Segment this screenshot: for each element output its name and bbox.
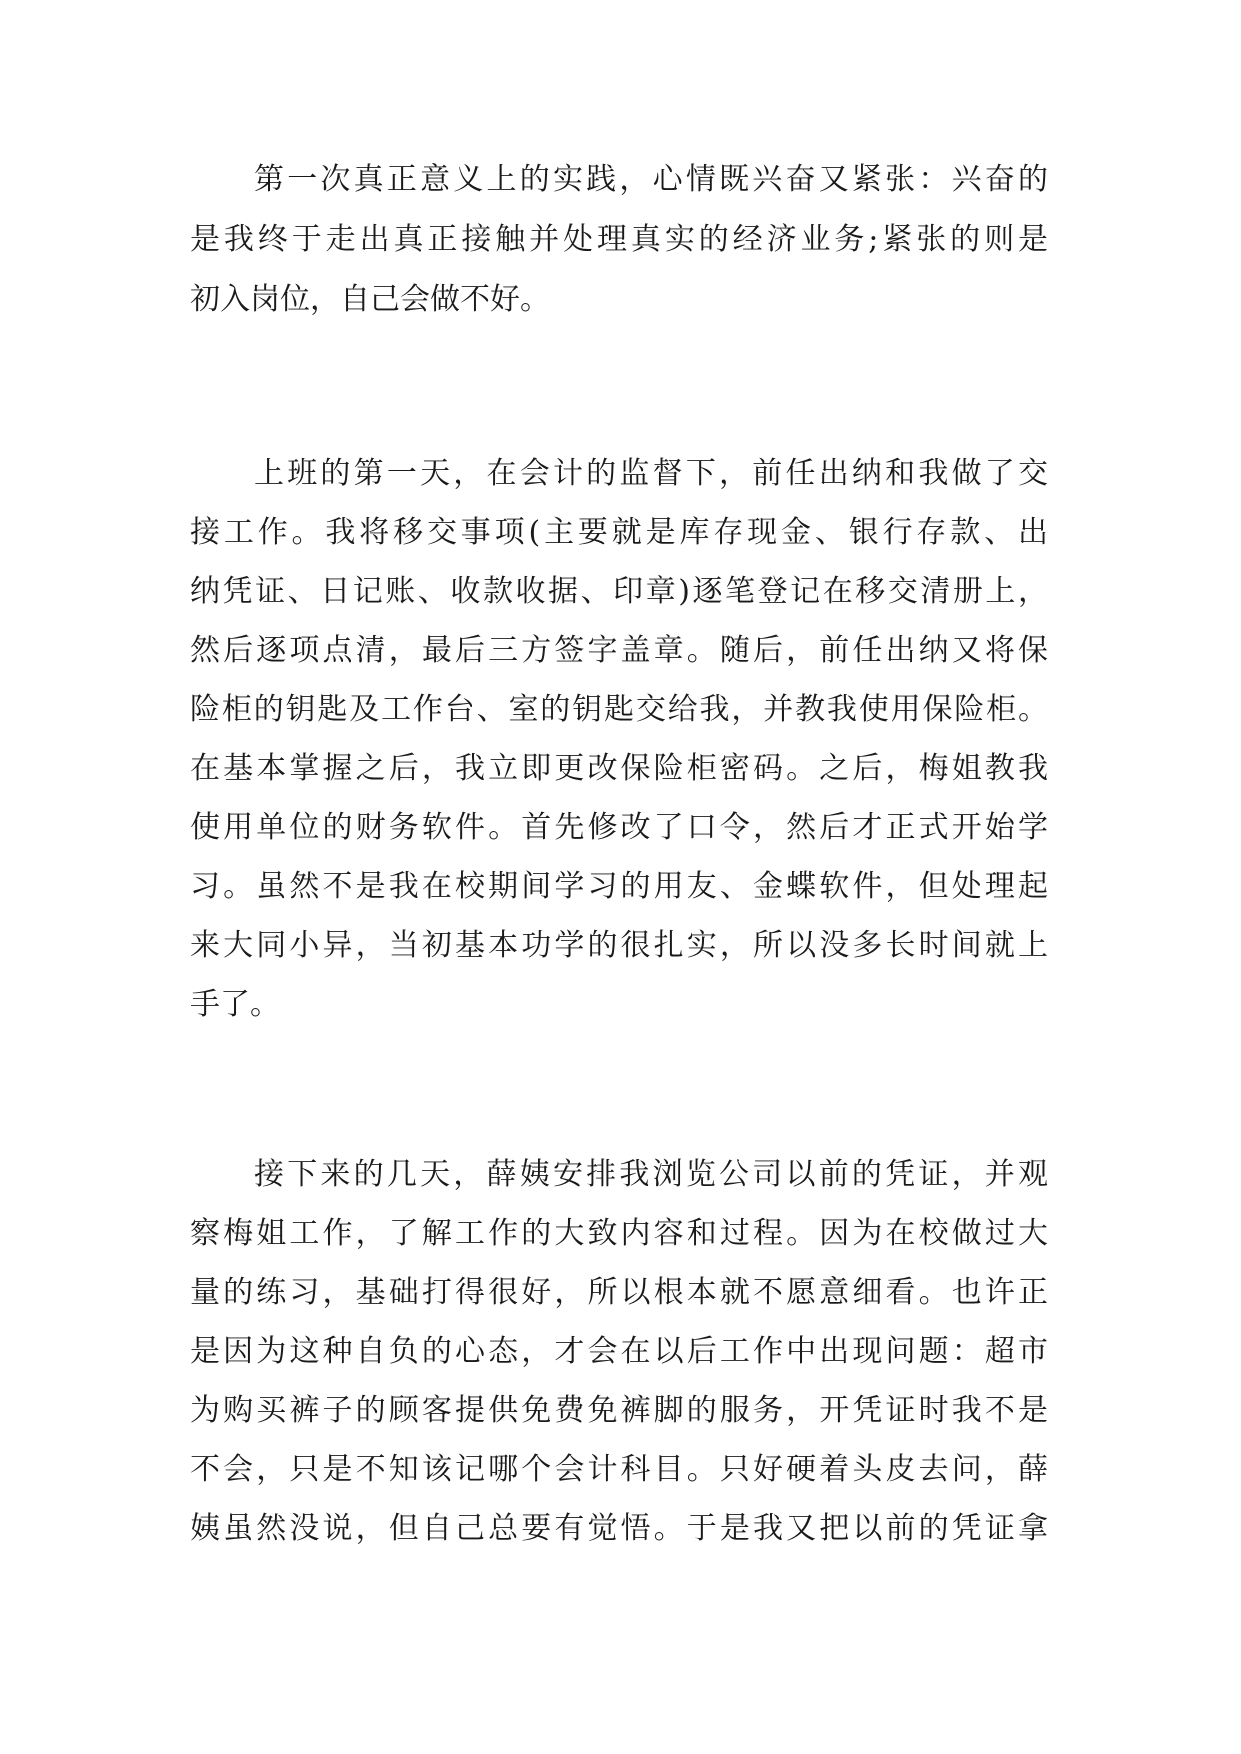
paragraph-line: 姨虽然没说，但自己总要有觉悟。于是我又把以前的凭证拿: [190, 1511, 1048, 1546]
paragraph-line: 险柜的钥匙及工作台、室的钥匙交给我，并教我使用保险柜。: [190, 692, 1048, 727]
paragraph-line: 使用单位的财务软件。首先修改了口令，然后才正式开始学: [190, 810, 1048, 845]
paragraph-line: 量的练习，基础打得很好，所以根本就不愿意细看。也许正: [190, 1275, 1048, 1310]
paragraph-line: 然后逐项点清，最后三方签字盖章。随后，前任出纳又将保: [190, 633, 1048, 668]
paragraph-line: 手了。: [190, 987, 280, 1022]
paragraph-line: 是因为这种自负的心态，才会在以后工作中出现问题：超市: [190, 1334, 1048, 1369]
paragraph-line: 初入岗位，自己会做不好。: [190, 282, 550, 317]
paragraph-line: 接下来的几天，薛姨安排我浏览公司以前的凭证，并观: [254, 1157, 1048, 1192]
paragraph-line: 是我终于走出真正接触并处理真实的经济业务;紧张的则是: [190, 222, 1048, 257]
paragraph-line: 为购买裤子的顾客提供免费免裤脚的服务，开凭证时我不是: [190, 1393, 1048, 1428]
paragraph-line: 察梅姐工作，了解工作的大致内容和过程。因为在校做过大: [190, 1216, 1048, 1251]
paragraph-line: 接工作。我将移交事项(主要就是库存现金、银行存款、出: [190, 515, 1048, 550]
paragraph-line: 来大同小异，当初基本功学的很扎实，所以没多长时间就上: [190, 928, 1048, 963]
paragraph-line: 纳凭证、日记账、收款收据、印章)逐笔登记在移交清册上，: [190, 574, 1048, 609]
paragraph-line: 在基本掌握之后，我立即更改保险柜密码。之后，梅姐教我: [190, 751, 1048, 786]
paragraph-line: 习。虽然不是我在校期间学习的用友、金蝶软件，但处理起: [190, 869, 1048, 904]
paragraph-line: 不会，只是不知该记哪个会计科目。只好硬着头皮去问，薛: [190, 1452, 1048, 1487]
paragraph-line: 上班的第一天，在会计的监督下，前任出纳和我做了交: [254, 456, 1048, 491]
paragraph-line: 第一次真正意义上的实践，心情既兴奋又紧张：兴奋的: [254, 162, 1048, 197]
